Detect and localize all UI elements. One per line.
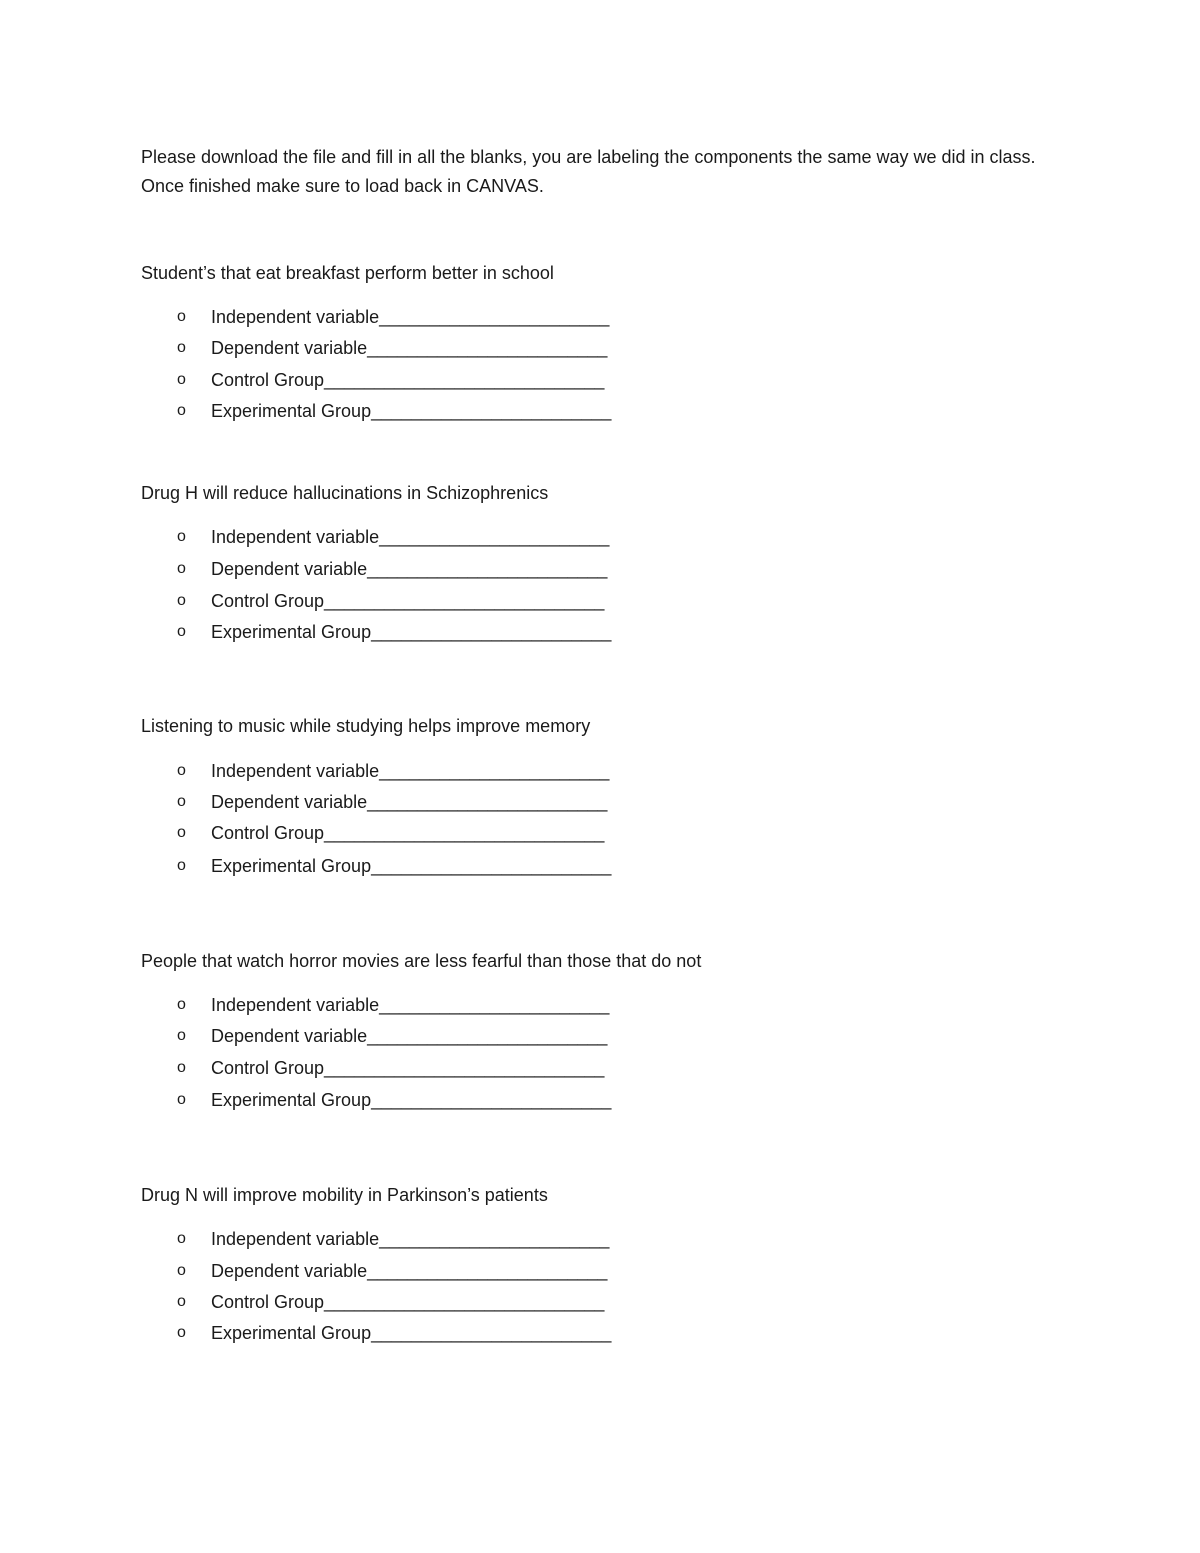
blank-label: Independent variable_______________________ (211, 307, 610, 327)
bullet-icon: o (177, 528, 186, 545)
blank-item-dependent-variable[interactable] (141, 337, 741, 359)
blank-item-experimental-group[interactable] (141, 621, 741, 643)
blank-item-dependent-variable[interactable] (141, 1260, 741, 1282)
blank-label: Dependent variable________________________ (211, 338, 608, 358)
blank-item-independent-variable[interactable] (141, 306, 741, 328)
blank-label: Control Group____________________________ (211, 823, 605, 843)
bullet-icon: o (177, 857, 186, 874)
blank-item-dependent-variable[interactable] (141, 791, 741, 813)
blank-item-independent-variable[interactable] (141, 760, 741, 782)
blank-item-control-group[interactable] (141, 822, 741, 844)
bullet-icon: o (177, 1059, 186, 1076)
question-statement: Drug H will reduce hallucinations in Schizophrenics (141, 483, 549, 503)
bullet-icon: o (177, 762, 186, 779)
blank-item-independent-variable[interactable] (141, 994, 741, 1016)
question-section (141, 1184, 1041, 1343)
blank-item-independent-variable[interactable] (141, 1228, 741, 1250)
question-section (141, 950, 1041, 1110)
blank-item-experimental-group[interactable] (141, 1089, 741, 1111)
blank-label: Dependent variable________________________ (211, 792, 608, 812)
blank-item-control-group[interactable] (141, 1057, 741, 1079)
blank-label: Independent variable_______________________ (211, 761, 610, 781)
blank-label: Dependent variable________________________ (211, 1026, 608, 1046)
blank-item-dependent-variable[interactable] (141, 1025, 741, 1047)
bullet-icon: o (177, 1230, 186, 1247)
bullet-icon: o (177, 793, 186, 810)
blank-item-experimental-group[interactable] (141, 400, 741, 422)
blank-label: Experimental Group________________________ (211, 1323, 612, 1343)
question-section (141, 262, 1041, 421)
blank-label: Experimental Group________________________ (211, 401, 612, 421)
bullet-icon: o (177, 308, 186, 325)
bullet-icon: o (177, 1027, 186, 1044)
blank-label: Independent variable_______________________ (211, 527, 610, 547)
blank-item-experimental-group[interactable] (141, 855, 741, 877)
question-statement: People that watch horror movies are less fearful than those that do not (141, 951, 702, 971)
question-section (141, 715, 1041, 876)
bullet-icon: o (177, 623, 186, 640)
blank-item-dependent-variable[interactable] (141, 558, 741, 580)
bullet-icon: o (177, 1262, 186, 1279)
bullet-icon: o (177, 592, 186, 609)
blank-item-experimental-group[interactable] (141, 1322, 741, 1344)
blank-label: Experimental Group________________________ (211, 856, 612, 876)
bullet-icon: o (177, 824, 186, 841)
bullet-icon: o (177, 1293, 186, 1310)
blank-label: Independent variable_______________________ (211, 1229, 610, 1249)
question-statement: Drug N will improve mobility in Parkinson’s patients (141, 1185, 548, 1205)
question-statement: Listening to music while studying helps improve memory (141, 716, 591, 736)
blank-label: Control Group____________________________ (211, 1292, 605, 1312)
instructions-paragraph: Please download the file and fill in all the blanks, you are labeling the components the same way we did in class. Once finished make sure to load back in CANVAS. (141, 147, 1036, 196)
bullet-icon: o (177, 996, 186, 1013)
question-statement: Student’s that eat breakfast perform better in school (141, 263, 554, 283)
bullet-icon: o (177, 371, 186, 388)
blank-label: Dependent variable________________________ (211, 1261, 608, 1281)
blank-label: Dependent variable________________________ (211, 559, 608, 579)
blank-item-control-group[interactable] (141, 369, 741, 391)
blank-label: Control Group____________________________ (211, 370, 605, 390)
blank-label: Experimental Group________________________ (211, 622, 612, 642)
bullet-icon: o (177, 560, 186, 577)
bullet-icon: o (177, 1324, 186, 1341)
blank-label: Control Group____________________________ (211, 591, 605, 611)
blank-label: Control Group____________________________ (211, 1058, 605, 1078)
blank-item-independent-variable[interactable] (141, 526, 741, 548)
bullet-icon: o (177, 402, 186, 419)
blank-item-control-group[interactable] (141, 590, 741, 612)
bullet-icon: o (177, 1091, 186, 1108)
blank-label: Experimental Group________________________ (211, 1090, 612, 1110)
bullet-icon: o (177, 339, 186, 356)
question-section (141, 482, 1041, 642)
blank-label: Independent variable_______________________ (211, 995, 610, 1015)
blank-item-control-group[interactable] (141, 1291, 741, 1313)
